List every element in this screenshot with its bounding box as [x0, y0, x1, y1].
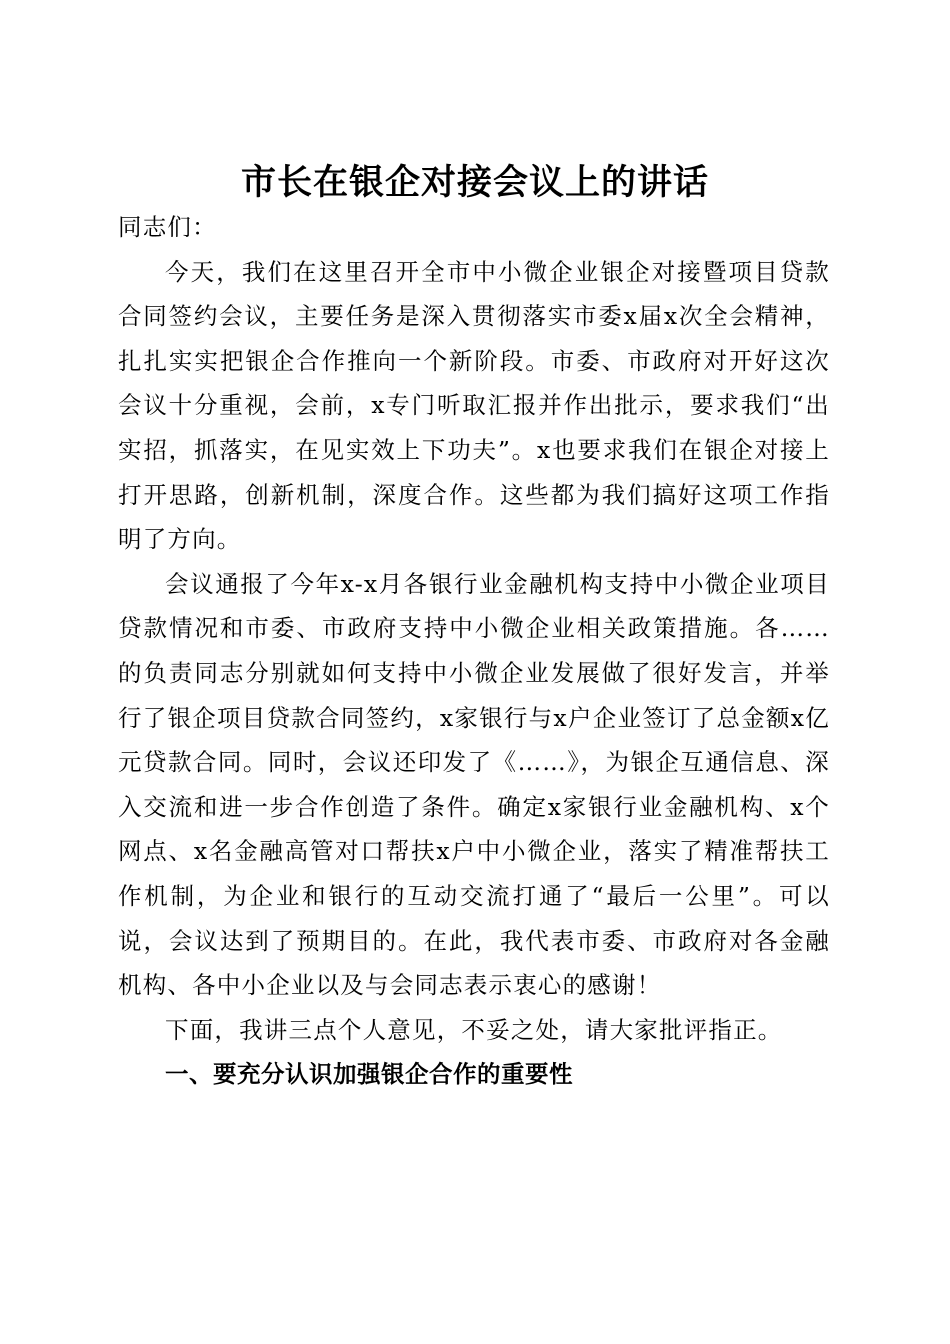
document-body — [118, 205, 830, 1097]
section-heading: 一、要充分认识加强银企合作的重要性 — [165, 1060, 573, 1089]
salutation: 同志们： — [118, 213, 217, 241]
paragraph-transition: 下面，我讲三点个人意见，不妥之处，请大家批评指正。 — [165, 1015, 783, 1044]
paragraph-opening: 今天，我们在这里召开全市中小微企业银企对接暨项目贷款合同签约会议，主要任务是深入贯彻落实市委x届x次全会精神，扎扎实实把银企合作推向一个新阶段。市委、市政府对开好这次会议十分重视，会前，x专门听取汇报并作出批示，要求我们“出实招，抓落实，在见实效上下功夫”。x也要求我们在银企对接上打开思路，创新机制，深度合作。这些都为我们搞好这项工作指明了方向。 — [118, 257, 830, 554]
paragraph-meeting-summary: 会议通报了今年x-x月各银行业金融机构支持中小微企业项目贷款情况和市委、市政府支持中小微企业相关政策措施。各……的负责同志分别就如何支持中小微企业发展做了很好发言，并举行了银企项目贷款合同签约，x家银行与x户企业签订了总金额x亿元贷款合同。同时，会议还印发了《……》，为银企互通信息、深入交流和进一步合作创造了条件。确定x家银行业金融机构、x个网点、x名金融高管对口帮扶x户中小微企业，落实了精准帮扶工作机制，为企业和银行的互动交流打通了“最后一公里”。可以说，会议达到了预期目的。在此，我代表市委、市政府对各金融机构、各中小企业以及与会同志表示衷心的感谢！ — [118, 569, 830, 1000]
document-title: 市长在银企对接会议上的讲话 — [240, 162, 709, 204]
